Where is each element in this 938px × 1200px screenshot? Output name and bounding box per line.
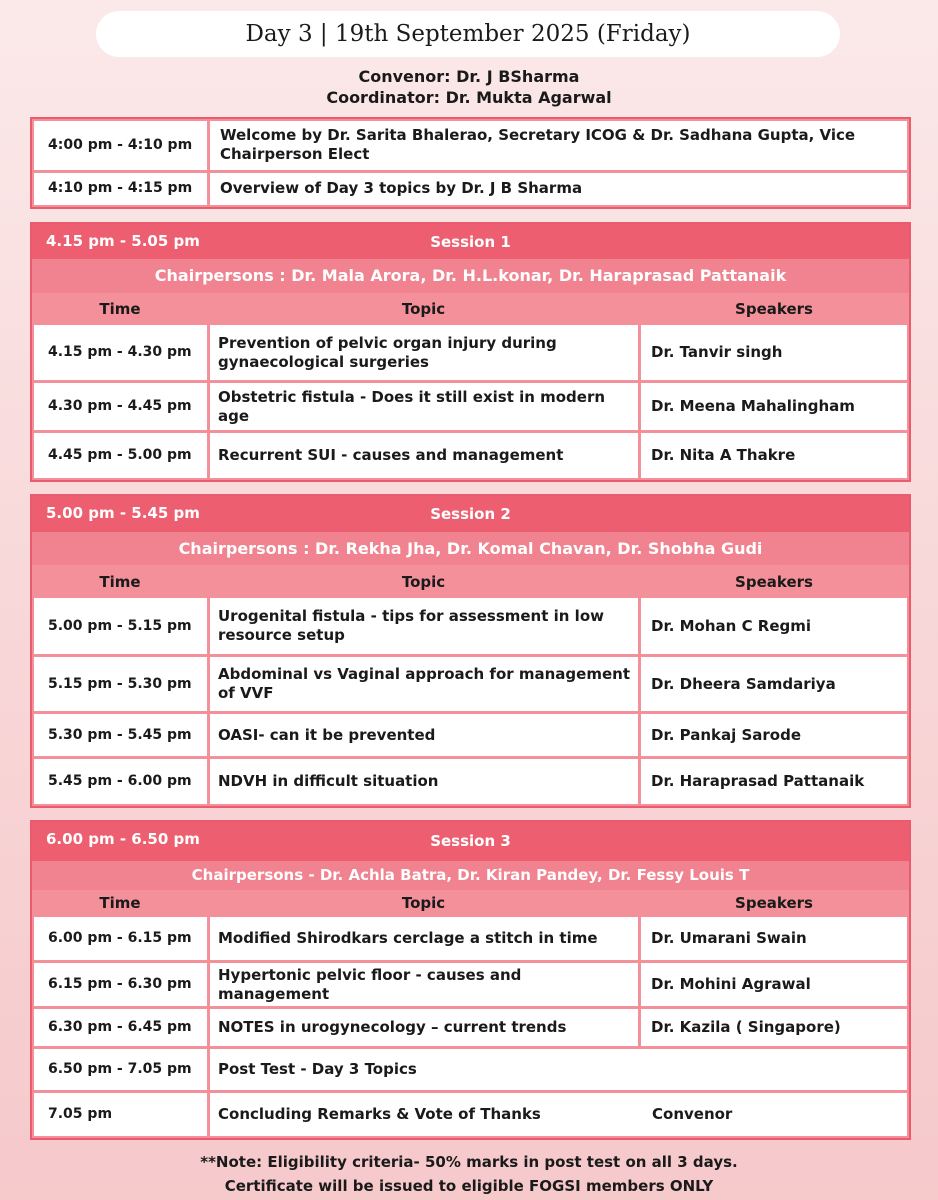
session-time: 6.00 pm - 6.50 pm	[46, 830, 200, 848]
table-header	[32, 890, 909, 917]
column-header-speakers: Speakers	[735, 299, 813, 318]
row-topic: Hypertonic pelvic floor - causes and management	[210, 963, 638, 1006]
row-topic	[210, 1093, 907, 1136]
session-name: Session 1	[430, 232, 511, 251]
column-header-speakers: Speakers	[735, 894, 813, 913]
table-row	[34, 963, 907, 1006]
row-speaker: Dr. Kazila ( Singapore)	[641, 1009, 907, 1046]
row-topic: Urogenital fistula - tips for assessment in low resource setup	[210, 598, 638, 654]
row-speaker: Dr. Tanvir singh	[641, 325, 907, 380]
session-header	[32, 496, 909, 532]
row-topic: Welcome by Dr. Sarita Bhalerao, Secretary ICOG & Dr. Sadhana Gupta, Vice Chairperson Elect	[210, 121, 907, 170]
row-topic-text: Concluding Remarks & Vote of Thanks	[218, 1105, 541, 1123]
session-time: 5.00 pm - 5.45 pm	[46, 504, 200, 522]
table-row	[34, 1009, 907, 1046]
table-row	[34, 1093, 907, 1136]
row-speaker: Dr. Mohan C Regmi	[641, 598, 907, 654]
table-row	[34, 657, 907, 711]
session-time: 4.15 pm - 5.05 pm	[46, 232, 200, 250]
table-header	[32, 565, 909, 598]
session-header	[32, 224, 909, 259]
row-topic	[210, 1049, 907, 1090]
table-row	[34, 598, 907, 654]
row-topic: OASI- can it be prevented	[210, 714, 638, 756]
session-name: Session 3	[430, 832, 511, 851]
chairpersons: Chairpersons : Dr. Rekha Jha, Dr. Komal Chavan, Dr. Shobha Gudi	[32, 532, 909, 566]
column-header-time: Time	[99, 572, 141, 591]
table-row	[34, 917, 907, 960]
opening-table	[30, 117, 911, 209]
row-time: 4:00 pm - 4:10 pm	[34, 121, 207, 170]
table-row	[34, 759, 907, 804]
column-header-topic: Topic	[401, 894, 446, 913]
session-3-table	[30, 820, 911, 1140]
row-speaker: Dr. Dheera Samdariya	[641, 657, 907, 711]
column-header-speakers: Speakers	[735, 572, 813, 591]
table-row	[34, 173, 907, 205]
row-speaker: Dr. Meena Mahalingham	[641, 383, 907, 430]
table-row	[34, 714, 907, 756]
row-topic: Overview of Day 3 topics by Dr. J B Sharma	[210, 173, 907, 205]
row-topic: NOTES in urogynecology – current trends	[210, 1009, 638, 1046]
session-name: Session 2	[430, 504, 511, 523]
row-time: 6.15 pm - 6.30 pm	[34, 963, 207, 1006]
row-time: 6.00 pm - 6.15 pm	[34, 917, 207, 960]
row-time: 6.50 pm - 7.05 pm	[34, 1049, 207, 1090]
table-row	[34, 325, 907, 380]
row-topic: Modified Shirodkars cerclage a stitch in time	[210, 917, 638, 960]
table-header	[32, 293, 909, 325]
eligibility-note: **Note: Eligibility criteria- 50% marks in post test on all 3 days.	[200, 1153, 738, 1171]
row-time: 4.15 pm - 4.30 pm	[34, 325, 207, 380]
convenor: Convenor: Dr. J BSharma	[358, 67, 580, 86]
certificate-note: Certificate will be issued to eligible FOGSI members ONLY	[224, 1177, 714, 1195]
row-time: 5.15 pm - 5.30 pm	[34, 657, 207, 711]
row-topic-text: Post Test - Day 3 Topics	[218, 1060, 417, 1078]
table-row	[34, 121, 907, 170]
row-time: 4.45 pm - 5.00 pm	[34, 433, 207, 478]
footnote	[0, 1150, 938, 1198]
row-speaker: Dr. Nita A Thakre	[641, 433, 907, 478]
row-time: 4.30 pm - 4.45 pm	[34, 383, 207, 430]
chairpersons: Chairpersons - Dr. Achla Batra, Dr. Kiran Pandey, Dr. Fessy Louis T	[32, 861, 909, 890]
session-header	[32, 822, 909, 861]
row-topic: Abdominal vs Vaginal approach for management of VVF	[210, 657, 638, 711]
table-row	[34, 1049, 907, 1090]
column-header-time: Time	[99, 894, 141, 913]
row-time: 7.05 pm	[34, 1093, 207, 1136]
row-topic: Recurrent SUI - causes and management	[210, 433, 638, 478]
table-row	[34, 433, 907, 478]
table-row	[34, 383, 907, 430]
coordinator: Coordinator: Dr. Mukta Agarwal	[326, 88, 612, 107]
column-header-topic: Topic	[401, 572, 446, 591]
day-title: Day 3 | 19th September 2025 (Friday)	[245, 21, 691, 47]
chairpersons: Chairpersons : Dr. Mala Arora, Dr. H.L.konar, Dr. Haraprasad Pattanaik	[32, 259, 909, 292]
row-topic: NDVH in difficult situation	[210, 759, 638, 804]
row-time: 5.30 pm - 5.45 pm	[34, 714, 207, 756]
column-header-topic: Topic	[401, 299, 446, 318]
row-topic: Prevention of pelvic organ injury during gynaecological surgeries	[210, 325, 638, 380]
row-speaker: Convenor	[652, 1105, 733, 1123]
day-title-banner	[96, 11, 840, 57]
organisers	[0, 66, 938, 108]
column-header-time: Time	[99, 299, 141, 318]
row-speaker: Dr. Mohini Agrawal	[641, 963, 907, 1006]
session-2-table	[30, 494, 911, 808]
session-1-table	[30, 222, 911, 482]
row-topic: Obstetric fistula - Does it still exist in modern age	[210, 383, 638, 430]
row-time: 6.30 pm - 6.45 pm	[34, 1009, 207, 1046]
row-time: 5.45 pm - 6.00 pm	[34, 759, 207, 804]
row-speaker: Dr. Umarani Swain	[641, 917, 907, 960]
row-speaker: Dr. Haraprasad Pattanaik	[641, 759, 907, 804]
row-time: 4:10 pm - 4:15 pm	[34, 173, 207, 205]
row-speaker: Dr. Pankaj Sarode	[641, 714, 907, 756]
row-time: 5.00 pm - 5.15 pm	[34, 598, 207, 654]
